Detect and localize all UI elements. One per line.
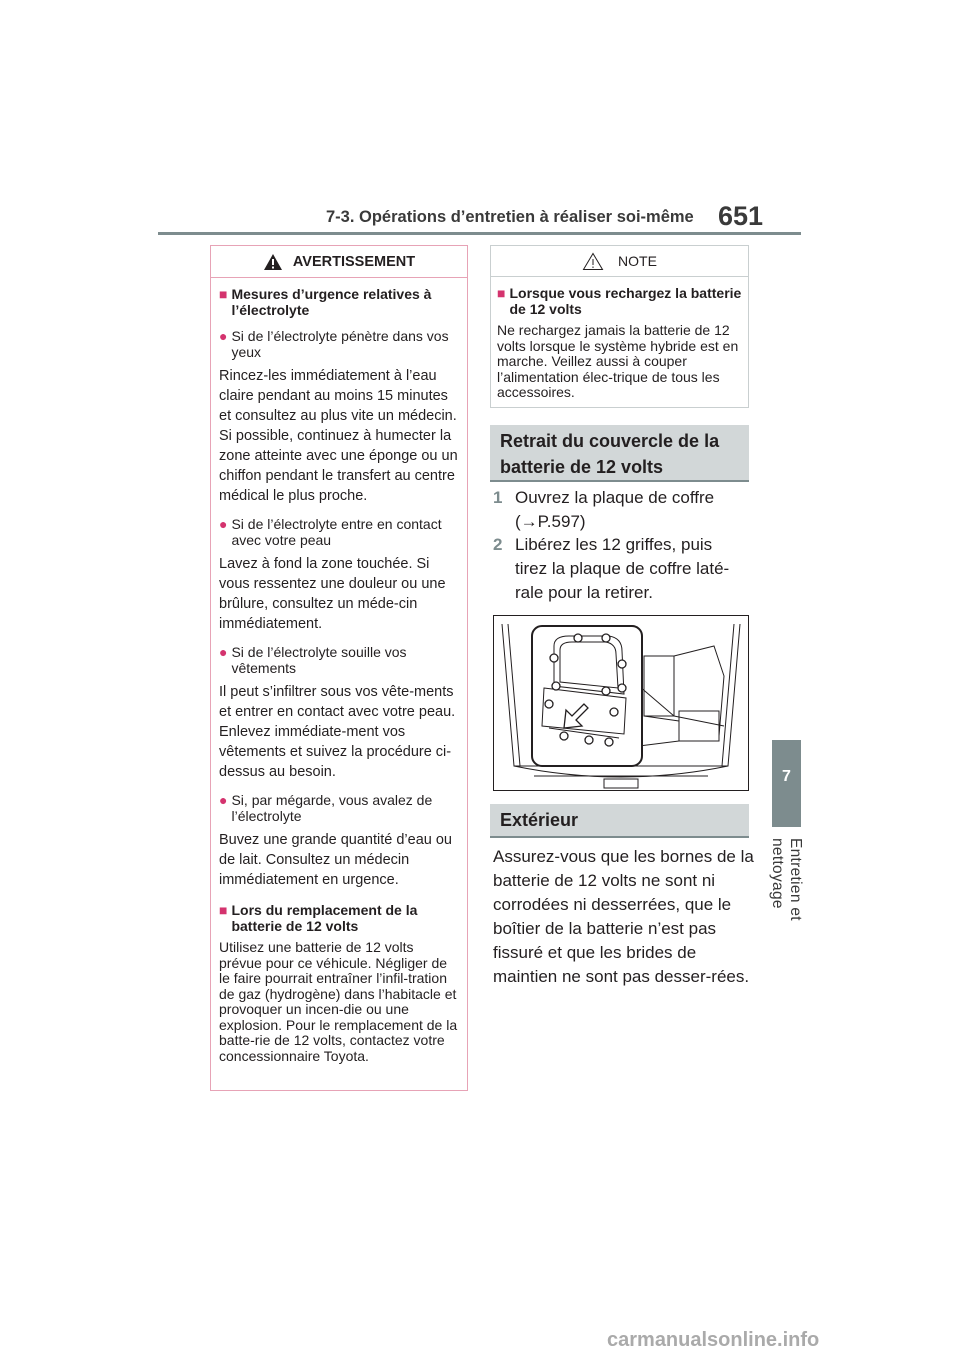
warning-triangle-icon	[263, 253, 283, 271]
section-heading-exterior: Extérieur	[490, 804, 749, 838]
warning-section-heading: ■ Lors du remplacement de la batterie de 12 volts	[219, 902, 418, 934]
warning-title: AVERTISSEMENT	[292, 253, 416, 270]
warning-bullet: ● Si de l’électrolyte pénètre dans vos yeux	[219, 328, 449, 360]
caution-triangle-icon	[582, 252, 604, 271]
warning-text: Il peut s’infiltrer sous vos vête-ments et entrer en contact avec votre peau. Enlevez immédiate-ment vos vêtements et suivez la procédure ci-dessus au besoin.	[219, 684, 456, 780]
warning-bullet: ● Si de l’électrolyte entre en contact avec votre peau	[219, 516, 442, 548]
section-title: 7-3. Opérations d’entretien à réaliser soi-même	[326, 208, 694, 226]
warning-bullet: ● Si, par mégarde, vous avalez de l’électrolyte	[219, 792, 433, 824]
warning-section-heading: ■ Mesures d’urgence relatives à l’électrolyte	[219, 286, 432, 318]
circle-bullet-icon: ●	[219, 644, 228, 660]
note-text: Ne rechargez jamais la batterie de 12 volts lorsque le système hybride est en marche. Veillez aussi à couper l’alimentation élec-trique de tous les accessoires.	[497, 322, 739, 400]
square-bullet-icon: ■	[219, 286, 228, 302]
page-number: 651	[718, 201, 764, 231]
circle-bullet-icon: ●	[219, 792, 228, 808]
warning-header	[211, 246, 467, 278]
note-title: NOTE	[618, 253, 657, 269]
step-1: 1 Ouvrez la plaque de coffre (→P.597)	[493, 488, 715, 531]
warning-text: Buvez une grande quantité d’eau ou de lait. Consultez un médecin immédiatement en urgence.	[219, 832, 452, 888]
warning-text: Rincez-les immédiatement à l’eau claire pendant au moins 15 minutes et consultez au plus vite un médecin. Si possible, continuez à humecter la zone atteinte avec une éponge ou un chiffon pendant le transfert au centre médical le plus proche.	[219, 368, 458, 504]
section-heading-removal: Retrait du couvercle de la batterie de 12 volts	[490, 425, 749, 482]
warning-text: Lavez à fond la zone touchée. Si vous ressentez une douleur ou une brûlure, consultez un méde-cin immédiatement.	[219, 556, 446, 632]
circle-bullet-icon: ●	[219, 328, 228, 344]
step-2: 2 Libérez les 12 griffes, puis tirez la plaque de coffre laté-rale pour la retirer.	[493, 535, 730, 602]
circle-bullet-icon: ●	[219, 516, 228, 532]
trunk-side-panel-illustration	[493, 615, 749, 791]
note-header	[491, 246, 748, 277]
note-box	[490, 245, 749, 408]
note-heading: ■ Lorsque vous rechargez la batterie de 12 volts	[497, 285, 742, 317]
chapter-number: 7	[782, 768, 791, 785]
warning-box	[210, 245, 468, 1091]
warning-text: Utilisez une batterie de 12 volts prévue pour ce véhicule. Négliger de le faire pourrait entraîner l’infil-tration de gaz (hydrogène) dans l’habitacle et provoquer un incen-die ou une explosion. Pour le remplacement de la batte-rie de 12 volts, contactez votre concessionnaire Toyota.	[219, 939, 458, 1064]
warning-bullet: ● Si de l’électrolyte souille vos vêtements	[219, 644, 407, 676]
watermark: carmanualsonline.info	[607, 1329, 820, 1351]
exterior-text: Assurez-vous que les bornes de la batterie de 12 volts ne sont ni corrodées ni desserrées, que le boîtier de la batterie n’est pas fissuré et que les brides de maintien ne sont pas desser-rées.	[493, 847, 754, 986]
square-bullet-icon: ■	[219, 902, 228, 918]
header-rule	[158, 232, 801, 235]
square-bullet-icon: ■	[497, 285, 506, 301]
chapter-label: Entretien et nettoyage	[769, 838, 804, 921]
